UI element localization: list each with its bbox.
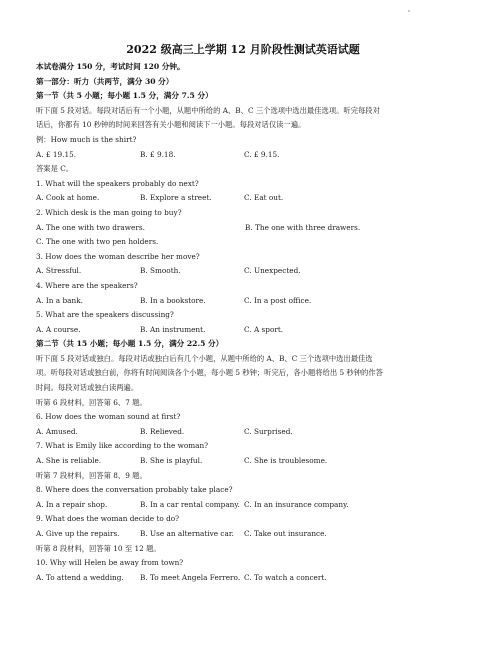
question-9: 9. What does the woman decide to do?	[36, 514, 180, 524]
option-b: B. In a bookstore.	[140, 295, 206, 305]
question-5: 5. What are the speakers discussing?	[36, 310, 174, 320]
question-9-options	[36, 527, 456, 542]
option-b: B. She is playful.	[140, 456, 203, 466]
material-6-note: 听第 6 段材料，回答第 6、7 题。	[36, 397, 147, 407]
option-b: B. The one with three drawers.	[245, 222, 361, 232]
option-b: B. In a car rental company.	[140, 499, 240, 509]
question-6: 6. How does the woman sound at first?	[36, 412, 181, 422]
section1-instruction-line: 听下面 5 段对话。每段对话后有一个小题，从题中所给的 A、B、C 三个选项中选出最佳选项。听完每段对	[36, 105, 380, 115]
option-b: B. To meet Angela Ferrero.	[140, 572, 241, 582]
question-8-options	[36, 498, 456, 513]
question-4-options	[36, 294, 456, 309]
question-3-options	[36, 264, 456, 279]
exam-info: 本试卷满分 150 分，考试时间 120 分钟。	[36, 62, 185, 71]
option-a: A. Stressful.	[36, 266, 82, 276]
option-c: C. To watch a concert.	[244, 572, 327, 582]
example-options	[36, 148, 456, 163]
question-10-options	[36, 571, 456, 586]
option-c: C. £ 9.15.	[244, 149, 280, 159]
option-a: A. A course.	[36, 324, 81, 334]
question-2: 2. Which desk is the man going to buy?	[36, 207, 182, 217]
option-c: C. Take out insurance.	[244, 529, 327, 538]
question-7-options	[36, 454, 456, 469]
option-c: C. Unexpected.	[244, 266, 301, 276]
exam-content	[36, 60, 456, 585]
section2-heading: 第二节（共 15 小题；每小题 1.5 分，满分 22.5 分）	[36, 339, 224, 349]
option-a: A. In a repair shop.	[36, 499, 108, 509]
question-6-options	[36, 425, 456, 440]
option-a: A. Amused.	[36, 426, 78, 436]
question-2-options	[36, 221, 456, 236]
option-a: A. The one with two drawers.	[36, 222, 145, 232]
option-a: A. Cook at home.	[36, 193, 100, 203]
option-a: A. Give up the repairs.	[36, 529, 120, 538]
section2-instruction-line: 时间。每段对话或独白读两遍。	[36, 383, 139, 393]
page-title: 2022 级高三上学期 12 月阶段性测试英语试题	[126, 43, 360, 56]
option-b: B. Relieved.	[140, 426, 185, 436]
option-a: A. £ 19.15.	[36, 149, 77, 159]
section2-instruction-line: 听下面 5 段对话或独白。每段对话或独白后有几个小题，从题中所给的 A、B、C 三个选项中选出最佳选	[36, 353, 373, 363]
question-4: 4. Where are the speakers?	[36, 280, 138, 290]
decorative-dot	[408, 10, 410, 12]
option-a: A. She is reliable.	[36, 456, 102, 466]
section1-instruction-line: 话后，你都有 10 秒钟的时间来回答有关小题和阅读下一小题。每段对话仅读一遍。	[36, 120, 306, 130]
question-5-options	[36, 323, 456, 338]
option-c: C. Eat out.	[244, 193, 284, 203]
question-1: 1. What will the speakers probably do next?	[36, 178, 199, 188]
material-7-note: 听第 7 段材料，回答第 8、9 题。	[36, 470, 147, 480]
section2-instruction-line: 项。听每段对话或独白前，你将有时间阅读各个小题，每小题 5 秒钟；听完后，各小题将给出 5 秒钟的作答	[36, 368, 383, 378]
option-b: B. Smooth.	[140, 266, 181, 276]
option-c: C. In an insurance company.	[244, 499, 349, 509]
material-8-note: 听第 8 段材料，回答第 10 至 12 题。	[36, 543, 161, 553]
option-c: C. A sport.	[244, 324, 284, 334]
option-b: B. Use an alternative car.	[140, 529, 234, 538]
option-b: B. Explore a street.	[140, 193, 212, 203]
question-7: 7. What is Emily like according to the woman?	[36, 441, 209, 451]
option-c: C. Surprised.	[244, 426, 293, 436]
section1-heading: 第一节（共 5 小题；每小题 1.5 分，满分 7.5 分）	[36, 91, 213, 101]
option-c: C. In a post office.	[244, 295, 312, 305]
option-c: C. The one with two pen holders.	[36, 237, 159, 247]
option-a: A. In a bank.	[36, 295, 83, 305]
part1-heading: 第一部分：听力（共两节，满分 30 分）	[36, 76, 174, 86]
option-b: B. An instrument.	[140, 324, 206, 334]
option-c: C. She is troublesome.	[244, 456, 328, 466]
question-10: 10. Why will Helen be away from town?	[36, 558, 184, 568]
question-3: 3. How does the woman describe her move?	[36, 251, 200, 261]
option-b: B. £ 9.18.	[140, 149, 176, 159]
example-question: 例：How much is the shirt?	[36, 134, 137, 144]
option-a: A. To attend a wedding.	[36, 572, 124, 582]
example-answer: 答案是 C。	[36, 164, 74, 174]
question-1-options	[36, 191, 456, 206]
question-8: 8. Where does the conversation probably take place?	[36, 485, 233, 495]
